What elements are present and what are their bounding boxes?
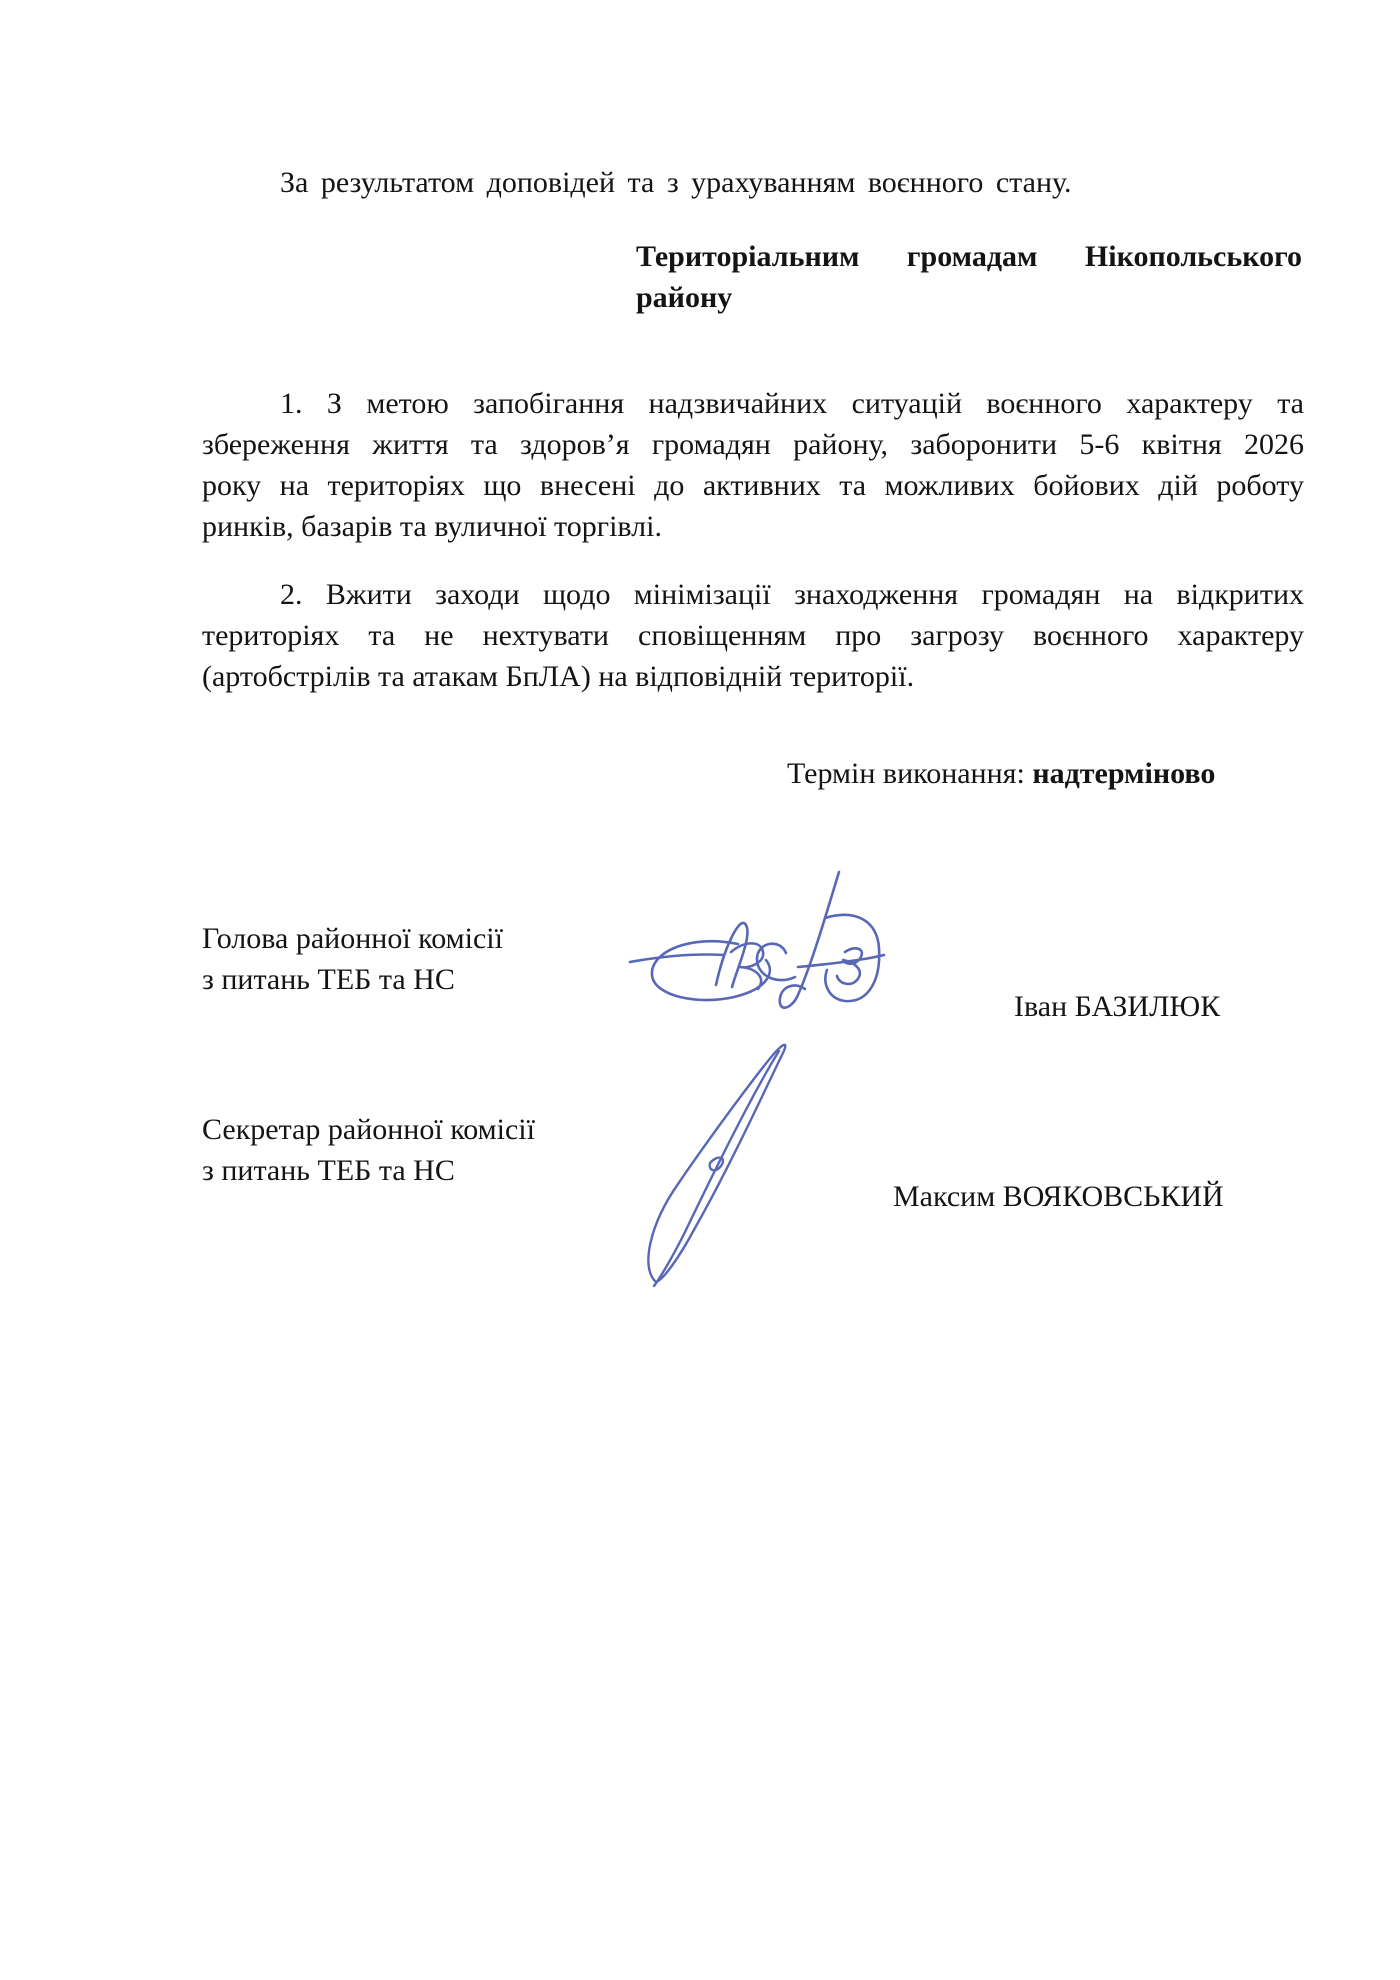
- paragraph-2-line-3: (артобстрілів та атакам БпЛА) на відповідній території.: [202, 660, 915, 693]
- signatory-2-role-line-2: з питань ТЕБ та НС: [202, 1154, 455, 1187]
- intro-line: За результатом доповідей та з урахуванням воєнного стану.: [280, 166, 1072, 199]
- signature-strokes: [648, 1045, 785, 1286]
- addressee-block: [636, 236, 1302, 318]
- signatory-1-role: [202, 918, 503, 1000]
- signature-strokes: [630, 872, 884, 1008]
- paragraph-2-line-1: 2. Вжити заходи щодо мінімізації знаходження громадян на відкритих: [280, 578, 1304, 611]
- paragraph-2-line-2: територіях та не нехтувати сповіщенням про загрозу воєнного характеру: [202, 619, 1304, 652]
- addressee-line-1: Територіальним громадам Нікопольського: [636, 240, 1302, 273]
- signatory-2-name: Максим ВОЯКОВСЬКИЙ: [893, 1180, 1224, 1213]
- signatory-1-signature: [628, 856, 886, 1016]
- signatory-1-name: Іван БАЗИЛЮК: [1014, 990, 1221, 1023]
- addressee-line-2: району: [636, 281, 733, 314]
- signatory-2-role-line-1: Секретар районної комісії: [202, 1113, 535, 1146]
- deadline-line: [787, 753, 1215, 794]
- deadline-label: Термін виконання:: [787, 757, 1025, 790]
- signatory-1-role-line-2: з питань ТЕБ та НС: [202, 963, 455, 996]
- signatory-1-role-line-1: Голова районної комісії: [202, 922, 503, 955]
- paragraph-1: [202, 383, 1304, 547]
- paragraph-1-line-1: 1. З метою запобігання надзвичайних ситуацій воєнного характеру та: [280, 387, 1304, 420]
- deadline-value: надтерміново: [1032, 757, 1216, 790]
- secretary-signature-icon: [630, 1026, 800, 1292]
- paragraph-2: [202, 574, 1304, 697]
- chairman-signature-icon: [628, 856, 886, 1016]
- paragraph-1-line-2: збереження життя та здоров’я громадян району, заборонити 5-6 квітня 2026: [202, 428, 1304, 461]
- paragraph-1-line-3: року на територіях що внесені до активних та можливих бойових дій роботу: [202, 469, 1304, 502]
- paragraph-1-line-4: ринків, базарів та вуличної торгівлі.: [202, 510, 662, 543]
- signatory-2-signature: [630, 1026, 800, 1292]
- signatory-2-role: [202, 1109, 535, 1191]
